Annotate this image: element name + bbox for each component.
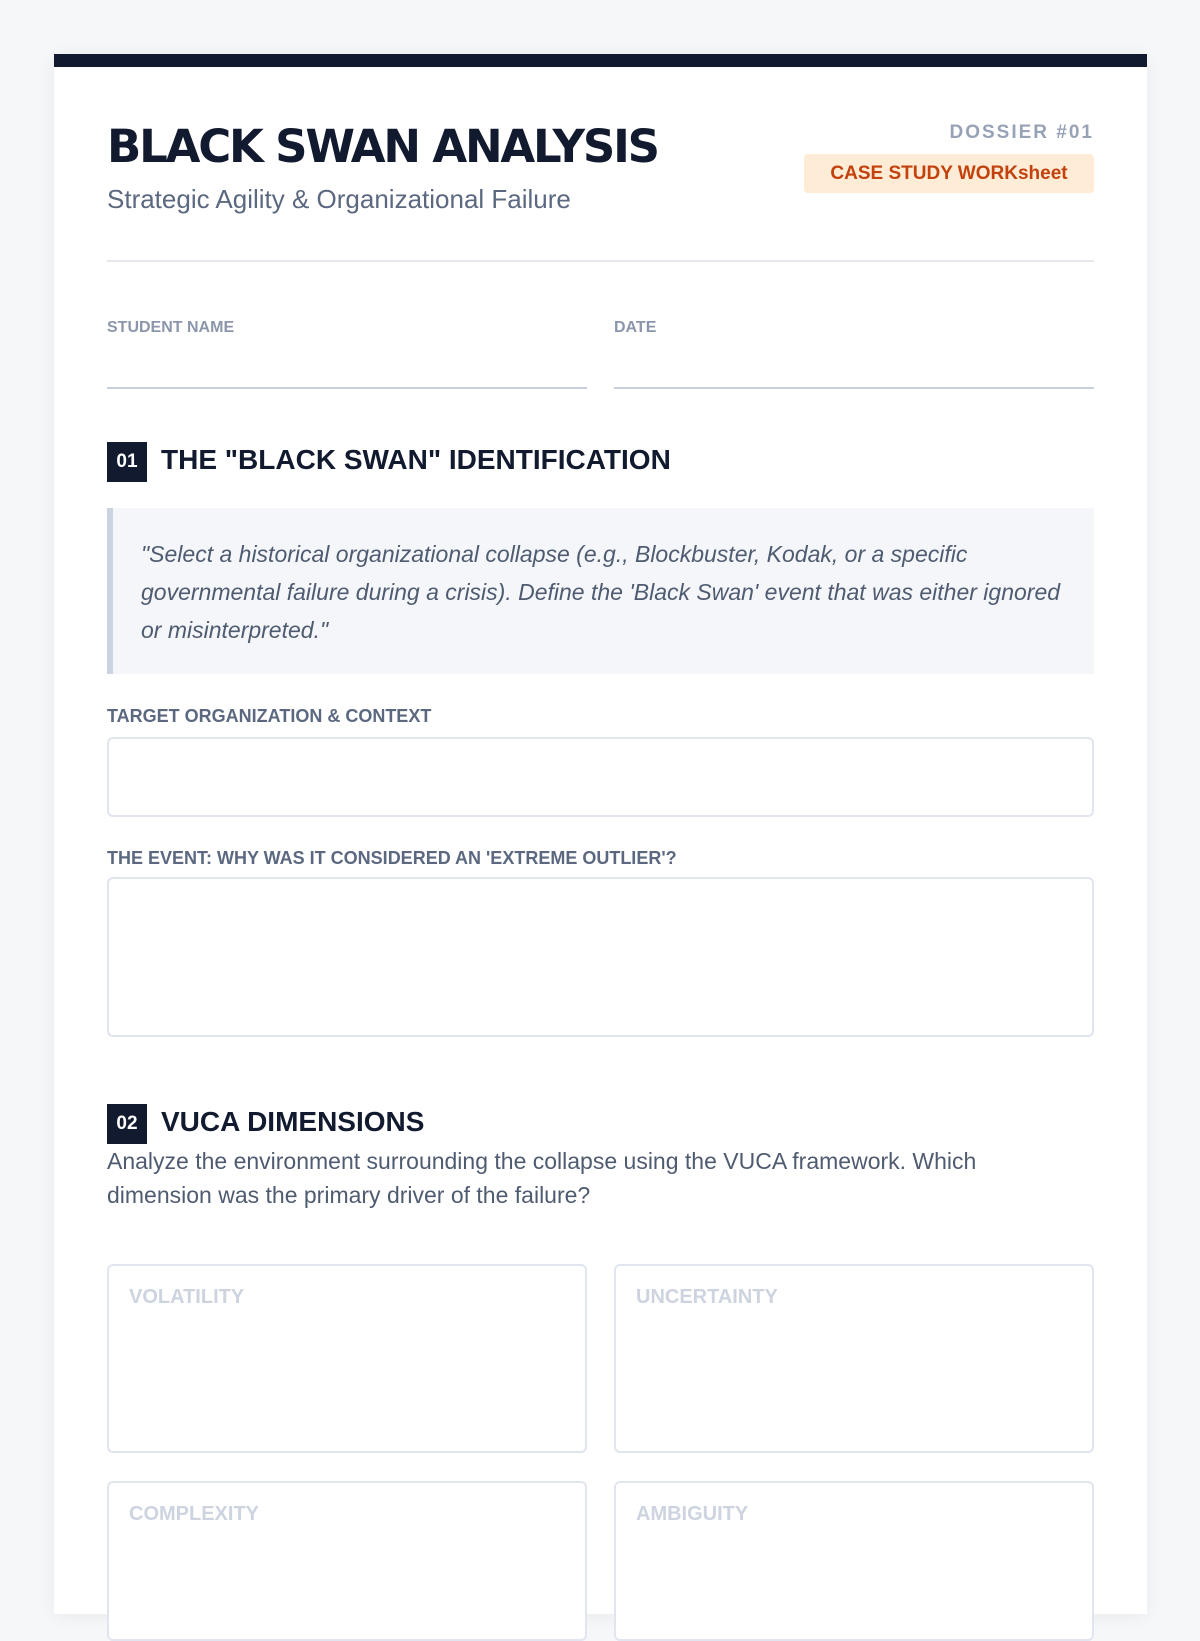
vuca-label: COMPLEXITY	[129, 1503, 260, 1525]
student-name-label: STUDENT NAME	[107, 319, 235, 336]
target-organization-input[interactable]	[107, 737, 1094, 817]
section-description: Analyze the environment surrounding the collapse using the VUCA framework. Which dimension was the primary driver of the failure?	[107, 1148, 977, 1208]
section-number-badge: 02	[107, 1104, 147, 1144]
prompt-quote	[107, 508, 1094, 674]
section-title: THE "BLACK SWAN" IDENTIFICATION	[161, 444, 671, 475]
ambiguity-box[interactable]	[614, 1481, 1094, 1641]
date-label: DATE	[614, 319, 657, 336]
top-accent-bar	[54, 54, 1147, 67]
date-field[interactable]	[614, 387, 1094, 389]
vuca-label: VOLATILITY	[129, 1286, 245, 1308]
question-label: TARGET ORGANIZATION & CONTEXT	[107, 706, 432, 726]
worksheet-page	[54, 54, 1147, 1614]
question-label: THE EVENT: WHY WAS IT CONSIDERED AN 'EXTREME OUTLIER'?	[107, 848, 677, 868]
volatility-box[interactable]	[107, 1264, 587, 1453]
uncertainty-box[interactable]	[614, 1264, 1094, 1453]
vuca-label: AMBIGUITY	[636, 1503, 749, 1525]
prompt-text: "Select a historical organizational collapse (e.g., Blockbuster, Kodak, or a specific governmental failure during a crisis). Define the 'Black Swan' event that was either ignored or misinterpreted."	[141, 541, 1061, 643]
vuca-label: UNCERTAINTY	[636, 1286, 778, 1308]
worksheet-badge: CASE STUDY WORKsheet	[804, 154, 1094, 193]
dossier-number: DOSSIER #01	[949, 122, 1094, 143]
page-title: BLACK SWAN ANALYSIS	[107, 120, 658, 173]
page-subtitle: Strategic Agility & Organizational Failure	[107, 184, 571, 214]
event-outlier-input[interactable]	[107, 877, 1094, 1037]
section-number-badge: 01	[107, 442, 147, 482]
section-title: VUCA DIMENSIONS	[161, 1106, 425, 1137]
student-name-field[interactable]	[107, 387, 587, 389]
header-divider	[107, 260, 1094, 262]
complexity-box[interactable]	[107, 1481, 587, 1641]
